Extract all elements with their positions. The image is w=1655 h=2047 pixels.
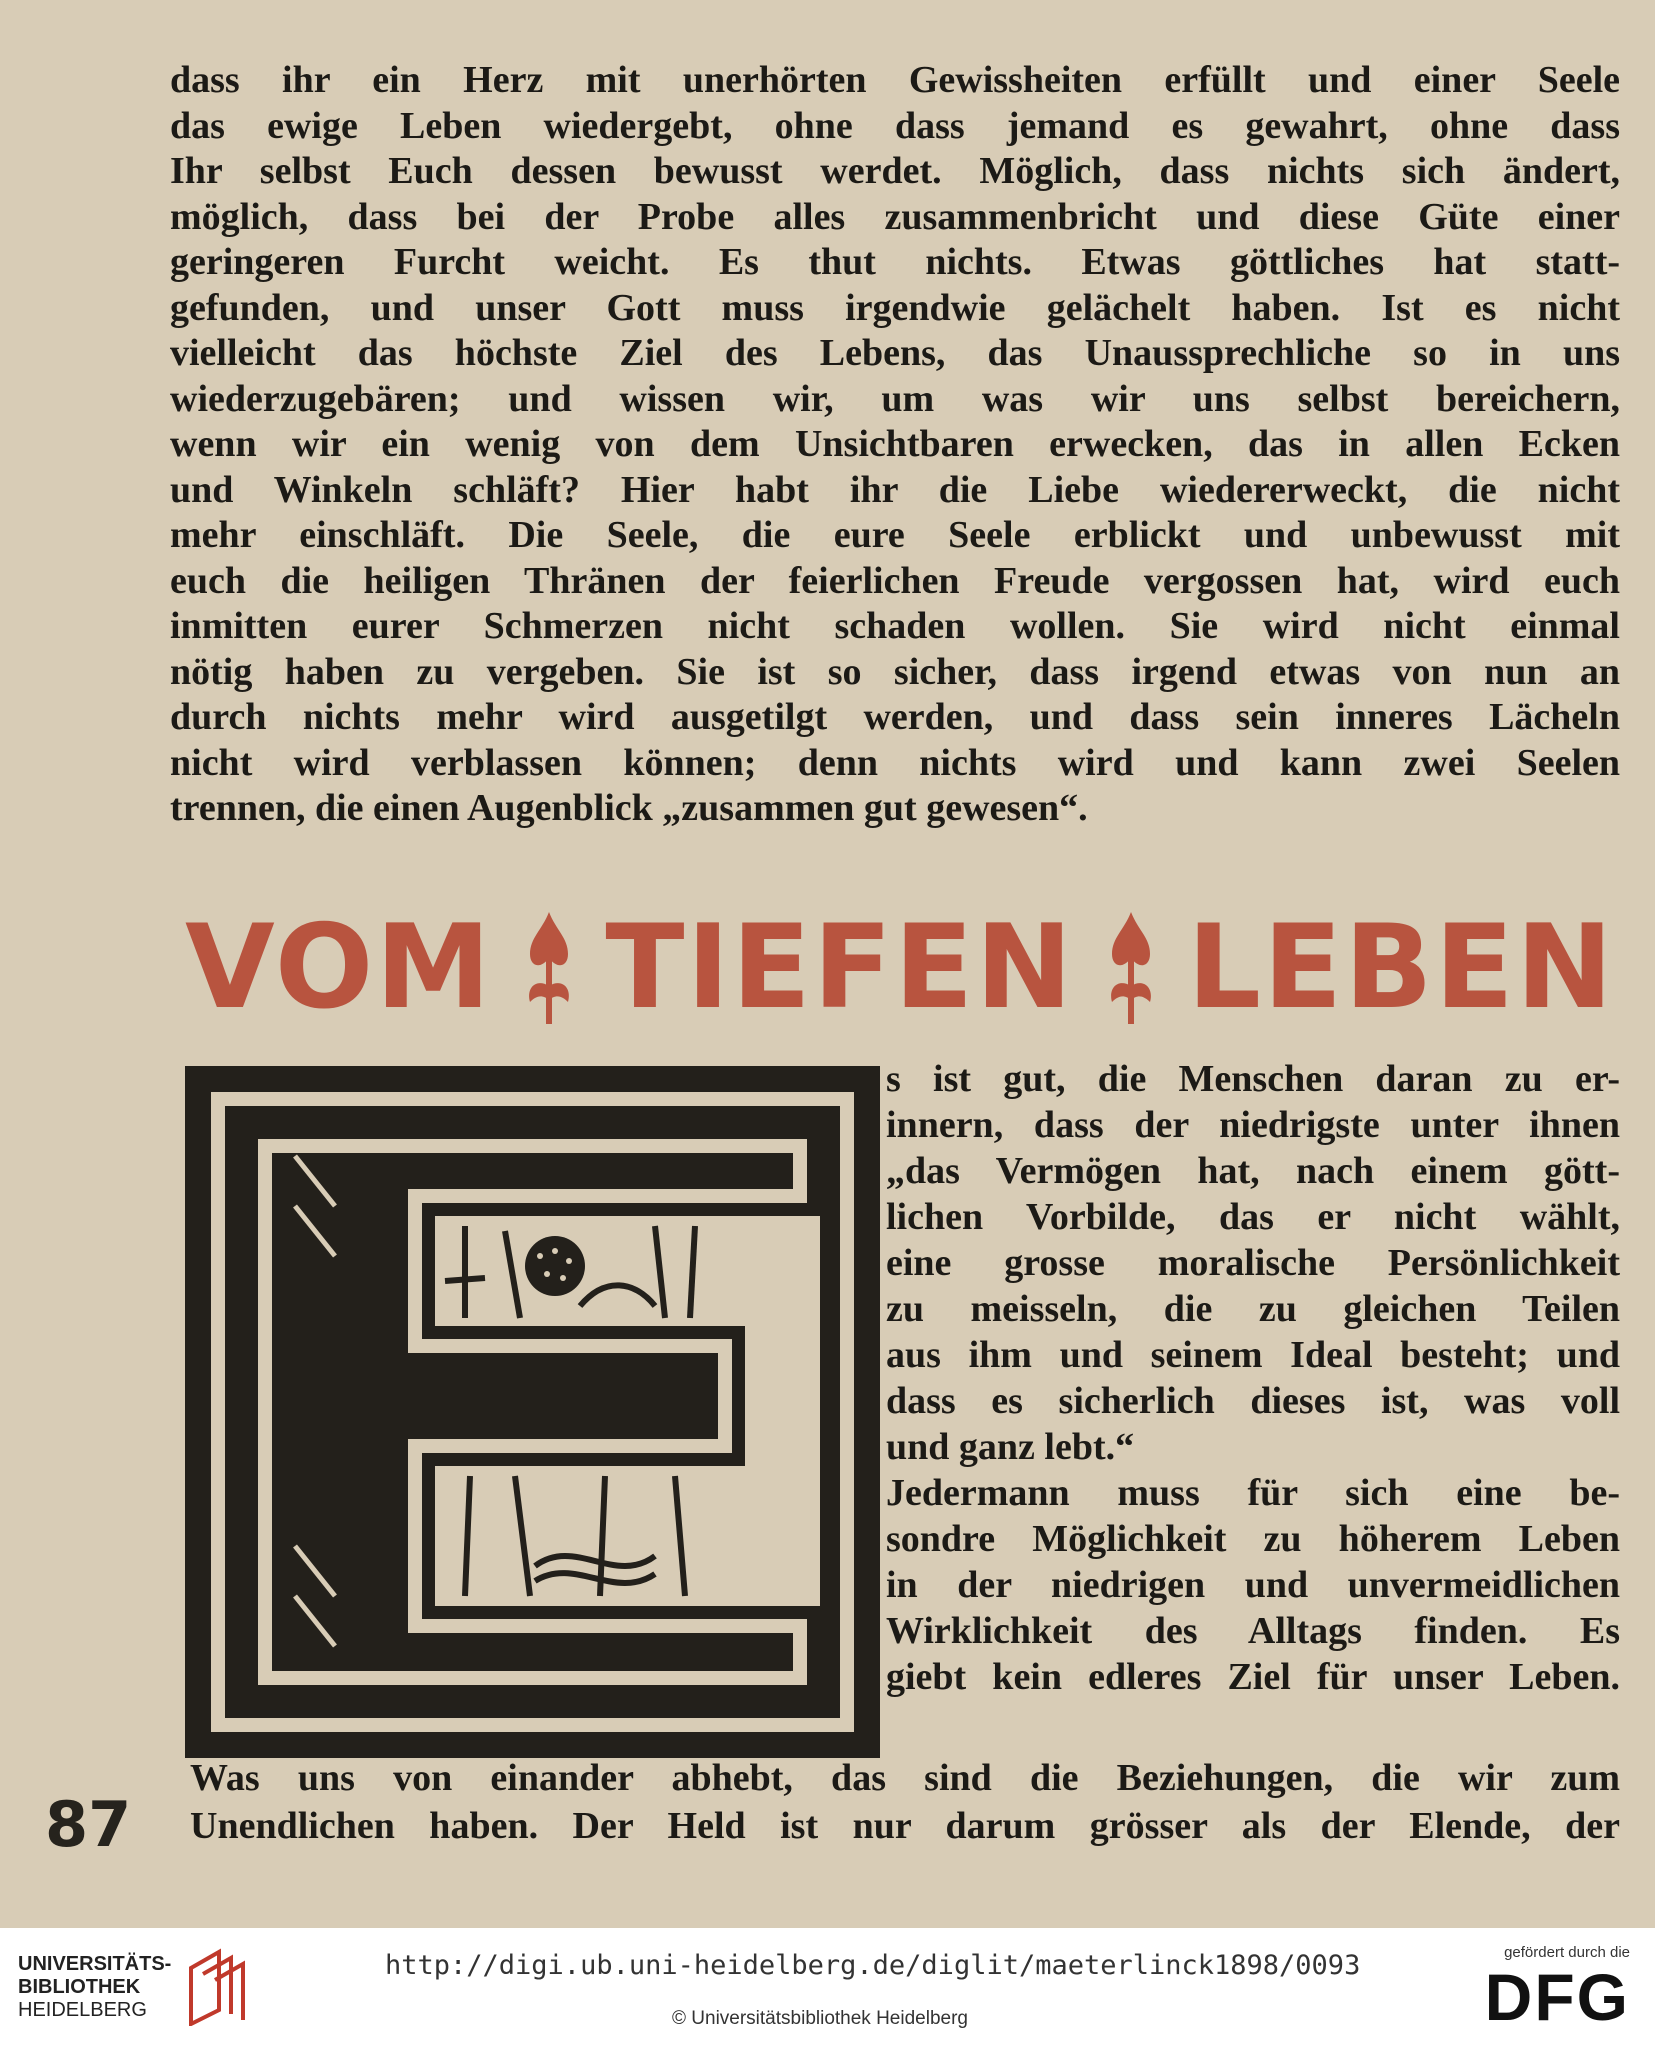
headline-word: VOM — [185, 899, 493, 1035]
text-line: zu meisseln, die zu gleichen Teilen — [886, 1288, 1620, 1330]
right-column-text — [886, 1056, 1620, 1700]
text-line: sondre Möglichkeit zu höherem Leben — [886, 1518, 1620, 1560]
text-line: das ewige Leben wiedergebt, ohne dass jemand es gewahrt, ohne dass — [170, 104, 1620, 147]
text-line: s ist gut, die Menschen daran zu er- — [886, 1058, 1620, 1100]
dfg-logo: DFG — [1484, 1960, 1630, 2034]
text-line: euch die heiligen Thränen der feierlichen Freude vergossen hat, wird euch — [170, 559, 1620, 602]
text-line: eine grosse moralische Persönlichkeit — [886, 1242, 1620, 1284]
text-line: Ihr selbst Euch dessen bewusst werdet. Möglich, dass nichts sich ändert, — [170, 150, 1620, 192]
text-line: nicht wird verblassen können; denn nichts wird und kann zwei Seelen — [170, 741, 1620, 784]
text-line: aus ihm und seinem Ideal besteht; und — [886, 1334, 1620, 1376]
woodcut-initial-e-icon — [185, 1066, 880, 1758]
funder-logo[interactable] — [1460, 1944, 1630, 2033]
funding-note: gefördert durch die — [1504, 1944, 1630, 1961]
text-line: Wirklichkeit des Alltags finden. Es — [886, 1610, 1620, 1652]
text-line: in der niedrigen und unvermeidlichen — [886, 1564, 1620, 1606]
text-line: nötig haben zu vergeben. Sie ist so sicher, dass irgend etwas von nun an — [170, 650, 1620, 693]
text-line: „das Vermögen hat, nach einem gött- — [886, 1150, 1620, 1192]
library-name-line: BIBLIOTHEK — [18, 1975, 141, 1998]
library-mark-icon — [183, 1948, 247, 2026]
text-line: giebt kein edleres Ziel für unser Leben. — [886, 1656, 1620, 1698]
digitization-footer — [0, 1928, 1655, 2047]
text-line: vielleicht das höchste Ziel des Lebens, das Unaussprechliche so in uns — [170, 332, 1620, 374]
text-line: möglich, dass bei der Probe alles zusammenbricht und diese Güte einer — [170, 195, 1620, 238]
text-line: dass ihr ein Herz mit unerhörten Gewissheiten erfüllt und einer Seele — [170, 59, 1620, 101]
text-line: mehr einschläft. Die Seele, die eure Seele erblickt und unbewusst mit — [170, 514, 1620, 556]
permalink-url[interactable]: http://digi.ub.uni-heidelberg.de/diglit/maeterlinck1898/0093 — [385, 1950, 1361, 1981]
text-line: Unendlichen haben. Der Held ist nur darum grösser als der Elende, der — [190, 1805, 1620, 1847]
text-line: Jedermann muss für sich eine be- — [886, 1472, 1620, 1514]
text-line: wiederzugebären; und wissen wir, um was wir uns selbst bereichern, — [170, 377, 1620, 420]
text-line: lichen Vorbilde, das er nicht wählt, — [886, 1196, 1620, 1238]
text-line: innern, dass der niedrigste unter ihnen — [886, 1104, 1620, 1146]
headline-word: LEBEN — [1187, 899, 1615, 1035]
text-line: gefunden, und unser Gott muss irgendwie gelächelt haben. Ist es nicht — [170, 286, 1620, 329]
fleuron-ornament-icon — [1104, 908, 1158, 1028]
chapter-headline — [185, 899, 1615, 1035]
library-name-line: HEIDELBERG — [18, 1998, 147, 2021]
text-line: trennen, die einen Augenblick „zusammen gut gewesen“. — [170, 787, 1088, 829]
text-line: wenn wir ein wenig von dem Unsichtbaren erwecken, das in allen Ecken — [170, 423, 1620, 465]
text-line: dass es sicherlich dieses ist, was voll — [886, 1380, 1620, 1422]
text-line: durch nichts mehr wird ausgetilgt werden, und dass sein inneres Lächeln — [170, 696, 1620, 738]
copyright-notice: © Universitätsbibliothek Heidelberg — [672, 2008, 968, 2029]
library-logo[interactable] — [18, 1948, 247, 2026]
top-paragraph — [170, 58, 1620, 832]
library-name-line: UNIVERSITÄTS- — [18, 1952, 172, 1975]
bottom-paragraph — [190, 1754, 1620, 1850]
headline-word: TIEFEN — [605, 899, 1075, 1035]
text-line: Was uns von einander abhebt, das sind die Beziehungen, die wir zum — [190, 1757, 1620, 1799]
page-number: 87 — [45, 1788, 132, 1861]
fleuron-ornament-icon — [522, 908, 576, 1028]
text-line: geringeren Furcht weicht. Es thut nichts. Etwas göttliches hat statt- — [170, 241, 1620, 283]
text-line: und Winkeln schläft? Hier habt ihr die Liebe wiedererweckt, die nicht — [170, 468, 1620, 511]
text-line: inmitten eurer Schmerzen nicht schaden wollen. Sie wird nicht einmal — [170, 605, 1620, 647]
text-line: und ganz lebt.“ — [886, 1426, 1135, 1468]
